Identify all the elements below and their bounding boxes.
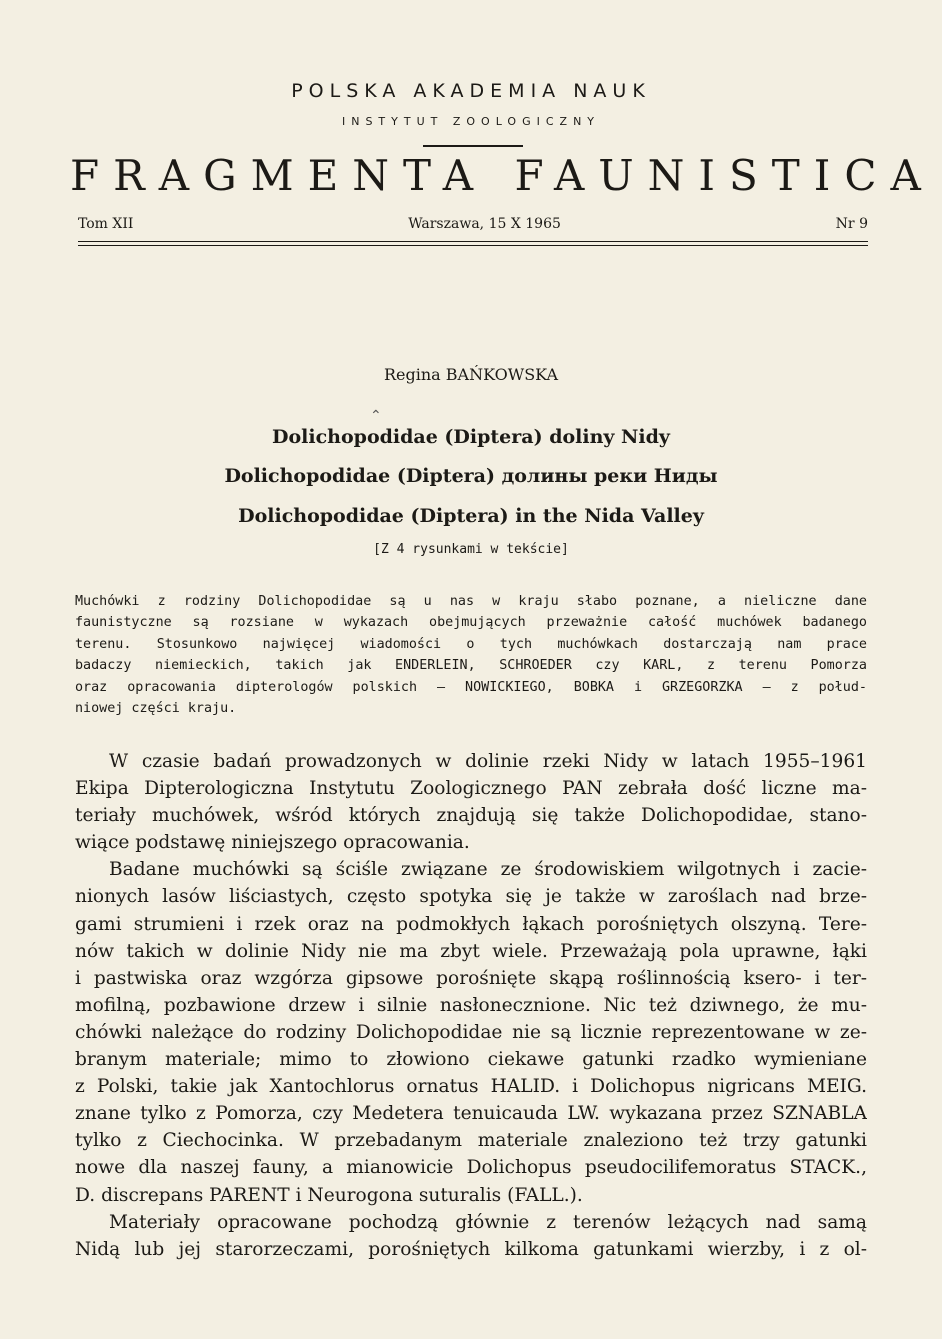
place-date: Warszawa, 15 X 1965 [408,216,561,232]
title-english: Dolichopodidae (Diptera) in the Nida Valley [238,505,704,527]
abstract-line: terenu. Stosunkowo najwięcej wiadomości o tych muchówkach dostarczają nam prace [75,636,867,652]
institute-name: INSTYTUT ZOOLOGICZNY [341,115,601,128]
volume: Tom XII [78,216,134,232]
body-line: Ekipa Dipterologiczna Instytutu Zoologicznego PAN zebrała dość liczne ma- [75,778,867,800]
abstract-line: badaczy niemieckich, takich jak ENDERLEIN, SCHROEDER czy KARL, z terenu Pomorza [75,658,867,674]
abstract-line: oraz opracowania dipterologów polskich — NOWICKIEGO, BOBKA i GRZEGORZKA — z połud- [75,679,867,695]
issue-line [78,216,868,232]
abstract-line: niowej części kraju. [75,700,237,716]
body-line: mofilną, pozbawione drzew i silnie nasłonecznione. Nic też dziwnego, że mu- [75,994,867,1016]
journal-title: FRAGMENTA FAUNISTICA [70,151,935,200]
body-line: W czasie badań prowadzonych w dolinie rzeki Nidy w latach 1955–1961 [109,751,867,772]
body-line: nionych lasów liściastych, często spotyka się je także w zaroślach nad brze- [75,886,867,908]
body-line: chówki należące do rodziny Dolichopodidae nie są licznie reprezentowane w ze- [75,1021,867,1043]
body-line: Badane muchówki są ściśle związane ze środowiskiem wilgotnych i zacie- [109,859,867,881]
abstract-line: Muchówki z rodziny Dolichopodidae są u nas w kraju słabo poznane, a nieliczne dane [75,594,867,609]
abstract [75,591,867,719]
header-divider [423,145,523,147]
body-line: branym materiale; mimo to złowiono ciekawe gatunki rzadko wymieniane [75,1049,867,1071]
body-line: gami strumieni i rzek oraz na podmokłych łąkach porośniętych olszyną. Tere- [75,913,867,935]
abstract-line: faunistyczne są rozsiane w wykazach obejmujących przeważnie całość muchówek badanego [75,615,867,631]
title-russian: Dolichopodidae (Diptera) долины реки Ниды [224,465,718,487]
body-line: z Polski, takie jak Xantochlorus ornatus HALID. i Dolichopus nigricans MEIG. [75,1076,867,1098]
author: Regina BAŃKOWSKA [383,365,559,384]
double-rule [78,241,868,246]
body-line: D. discrepans PARENT i Neurogona suturalis (FALL.). [75,1184,583,1206]
body-line: tylko z Ciechocinka. W przebadanym materiale znaleziono też trzy gatunki [75,1130,867,1152]
body-text [75,748,867,1263]
title-polish: Dolichopodidae (Diptera) doliny Nidy [272,426,670,448]
body-line: teriały muchówek, wśród których znajdują się także Dolichopodidae, stano- [75,805,867,827]
body-line: nów takich w dolinie Nidy nie ma zbyt wiele. Przeważają pola uprawne, łąki [75,940,867,962]
body-line: znane tylko z Pomorza, czy Medetera tenuicauda LW. wykazana przez SZNABLA [75,1103,867,1125]
body-line: Nidą lub jej starorzeczami, porośniętych kilkoma gatunkami wierzby, i z ol- [75,1238,867,1260]
body-line: nowe dla naszej fauny, a mianowicie Dolichopus pseudocilifemoratus STACK., [75,1157,867,1179]
body-line: i pastwiska oraz wzgórza gipsowe porośnięte skąpą roślinnością ksero- i ter- [75,967,867,989]
figures-note: [Z 4 rysunkami w tekście] [373,542,569,557]
accent-mark-glyph: ⌃ [370,408,382,424]
body-line: wiące podstawę niniejszego opracowania. [75,832,470,854]
issue-number: Nr 9 [835,216,868,232]
academy-name: POLSKA AKADEMIA NAUK [291,80,651,102]
body-line: Materiały opracowane pochodzą głównie z terenów leżących nad samą [109,1211,867,1233]
